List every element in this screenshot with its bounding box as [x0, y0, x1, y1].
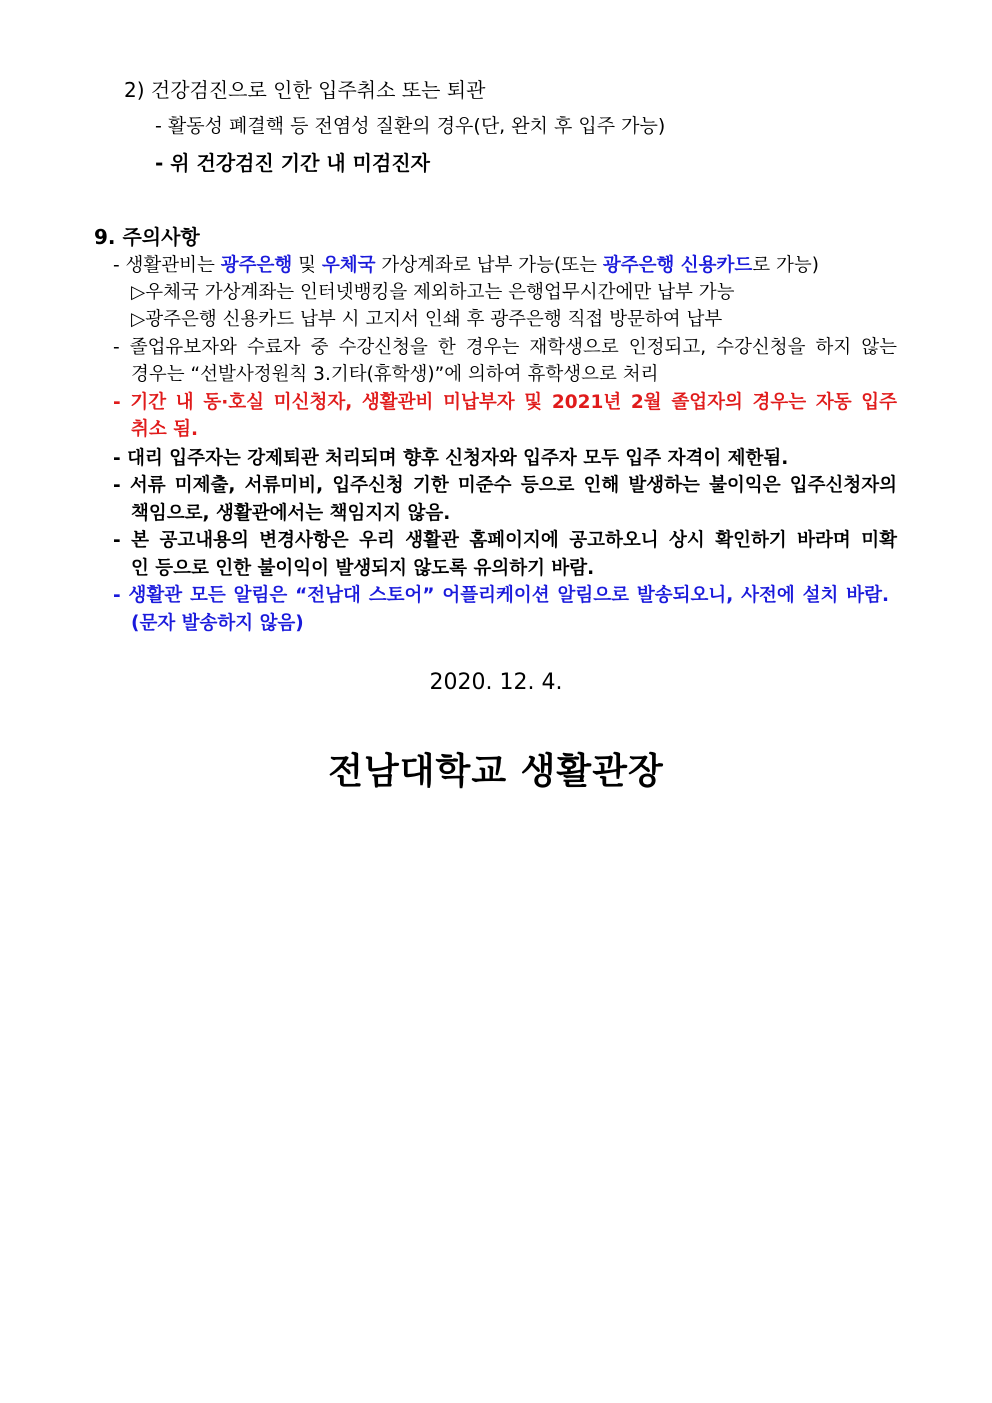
notice-item-graduation-deferral: - 졸업유보자와 수료자 중 수강신청을 한 경우는 재학생으로 인정되고, 수강신청을 하지 않는	[113, 337, 897, 358]
section-2-heading: 2) 건강검진으로 인한 입주취소 또는 퇴관	[124, 78, 486, 102]
section-2-bullet-1: - 활동성 폐결핵 등 전염성 질환의 경우(단, 완치 후 입주 가능)	[155, 115, 666, 137]
notice-item-changes: - 본 공고내용의 변경사항은 우리 생활관 홈페이지에 공고하오니 상시 확인하기 바라며 미확	[113, 530, 897, 551]
notice-item-documents: - 서류 미제출, 서류미비, 입주신청 기한 미준수 등으로 인해 발생하는 불이익은 입주신청자의	[113, 475, 897, 496]
notice-item-changes-cont: 인 등으로 인한 불이익이 발생되지 않도록 유의하기 바람.	[131, 558, 595, 579]
notice-item-documents-cont: 책임으로, 생활관에서는 책임지지 않음.	[131, 503, 451, 524]
notice-date: 2020. 12. 4.	[429, 670, 563, 695]
notice-item-auto-cancel: - 기간 내 동·호실 미신청자, 생활관비 미납부자 및 2021년 2월 졸업자의 경우는 자동 입주	[113, 392, 897, 413]
notice-item-payment: - 생활관비는 광주은행 및 우체국 가상계좌로 납부 가능(또는 광주은행 신용카드로 가능)	[113, 255, 820, 276]
signature-title: 전남대학교 생활관장	[328, 751, 664, 792]
notice-item-app-notification: - 생활관 모든 알림은 “전남대 스토어” 어플리케이션 알림으로 발송되오니, 사전에 설치 바람.	[113, 585, 889, 606]
section-9-heading: 9. 주의사항	[94, 225, 200, 249]
notice-item-app-notification-cont: (문자 발송하지 않음)	[131, 613, 304, 634]
notice-subitem-credit-card: ▷광주은행 신용카드 납부 시 고지서 인쇄 후 광주은행 직접 방문하여 납부	[131, 309, 723, 330]
section-2-bullet-2: - 위 건강검진 기간 내 미검진자	[155, 151, 430, 175]
notice-item-auto-cancel-cont: 취소 됨.	[131, 419, 199, 440]
notice-item-graduation-deferral-cont: 경우는 “선발사정원칙 3.기타(휴학생)”에 의하여 휴학생으로 처리	[131, 364, 659, 385]
notice-item-proxy-resident: - 대리 입주자는 강제퇴관 처리되며 향후 신청자와 입주자 모두 입주 자격이 제한됨.	[113, 448, 789, 469]
notice-subitem-post-office: ▷우체국 가상계좌는 인터넷뱅킹을 제외하고는 은행업무시간에만 납부 가능	[131, 282, 735, 303]
